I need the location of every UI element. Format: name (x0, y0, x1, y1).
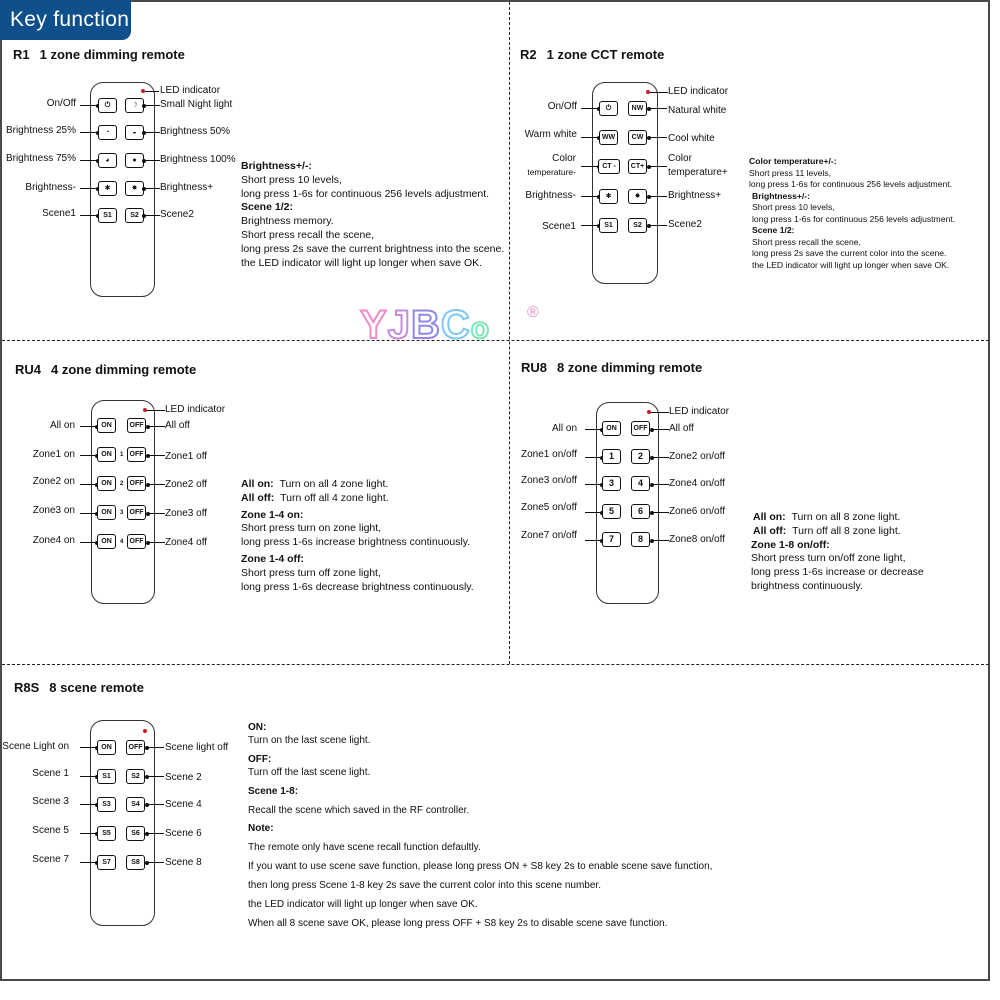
label-right: Zone2 on/off (669, 451, 725, 462)
label-left: Scene1 (542, 221, 576, 232)
label-right: All off (669, 423, 694, 434)
leader-line (585, 457, 602, 458)
brightness-100-icon: ● (132, 157, 137, 164)
leader-line (652, 540, 669, 541)
label-left: Zone5 on/off (521, 502, 577, 513)
desc-line: Recall the scene which saved in the RF controller. (248, 804, 470, 816)
label-led: LED indicator (668, 86, 729, 97)
brand-logo: YJBCo (360, 303, 491, 347)
label-right: Zone2 off (165, 479, 208, 490)
label-right: Cool white (668, 133, 715, 144)
zone2-on-button[interactable]: ON (97, 476, 116, 491)
label-right: Scene 6 (165, 828, 202, 839)
label-left: Scene Light on (2, 741, 69, 752)
zone4-on-button[interactable]: ON (97, 534, 116, 549)
scene7-button[interactable]: S7 (97, 855, 116, 870)
brightness-50-icon: ◒ (132, 129, 137, 136)
leader-line (148, 542, 165, 543)
brightness-25-button[interactable] (98, 125, 117, 140)
leader-line (581, 137, 599, 138)
label-left: Zone4 on (32, 535, 75, 546)
desc-heading: Brightness+/-: (241, 160, 312, 172)
brightness-down-button[interactable] (599, 189, 618, 204)
zone8-button[interactable]: 8 (631, 532, 650, 547)
label-right: Zone4 off (165, 537, 208, 548)
zone-number: 4 (120, 539, 124, 545)
leader-line (652, 484, 669, 485)
scene-off-button[interactable]: OFF (126, 740, 145, 755)
label-right: Scene2 (668, 219, 702, 230)
label-left: On/Off (547, 101, 577, 112)
label-left: Zone1 on (32, 449, 75, 460)
label-right: All off (165, 420, 190, 431)
divider-vertical (509, 2, 510, 664)
label-left: Brightness 25% (5, 125, 76, 136)
desc-line: Short press recall the scene, (241, 228, 375, 241)
leader-line (80, 747, 97, 748)
power-button[interactable] (98, 98, 117, 113)
desc-line: the LED indicator will light up longer when save OK. (241, 256, 483, 269)
desc-heading: Note: (248, 823, 274, 835)
scene1-button[interactable]: S1 (599, 218, 618, 233)
zone4-button[interactable]: 4 (631, 476, 650, 491)
label-left-line2: temperature- (527, 167, 576, 177)
leader-line (147, 804, 164, 805)
leader-line (652, 512, 669, 513)
desc-line: long press 1-6s for continuous 256 levels adjustment. (749, 179, 953, 189)
desc-line: Short press 10 levels, (241, 173, 342, 186)
zone2-button[interactable]: 2 (631, 449, 650, 464)
leader-line (80, 776, 97, 777)
label-left: Scene1 (42, 208, 76, 219)
desc-heading: Color temperature+/-: (749, 156, 837, 166)
leader-line (80, 132, 98, 133)
leader-line (80, 105, 98, 106)
brightness-up-icon: ✸ (634, 193, 641, 200)
leader-line (581, 108, 599, 109)
natural-white-button[interactable]: NW (628, 101, 647, 116)
label-right: Brightness 50% (160, 126, 231, 137)
desc-line: Turn off the last scene light. (248, 766, 371, 778)
label-right: Zone8 on/off (669, 534, 725, 545)
section-title: R1 1 zone dimming remote (13, 47, 185, 62)
label-left: Zone3 on (32, 505, 75, 516)
label-left: Scene 1 (32, 768, 69, 779)
label-right: Brightness 100% (160, 154, 236, 165)
zone-number: 2 (120, 481, 124, 487)
label-right: Zone4 on/off (669, 478, 725, 489)
desc-line: When all 8 scene save OK, please long press OFF + S8 key 2s to disable scene save function. (248, 917, 668, 929)
ru8-description (751, 511, 924, 594)
leader-line (144, 188, 160, 189)
ct-down-button[interactable]: CT - (598, 159, 620, 174)
label-led: LED indicator (160, 85, 221, 96)
all-off-button[interactable]: OFF (631, 421, 650, 436)
leader-line (650, 92, 668, 93)
leader-line (649, 166, 667, 167)
leader-line (147, 776, 164, 777)
scene1-button[interactable]: S1 (98, 208, 117, 223)
desc-line: All off: Turn off all 4 zone light. (241, 491, 389, 504)
desc-line: Short press recall the scene, (752, 236, 861, 247)
label-right: Zone6 on/off (669, 506, 725, 517)
led-indicator (143, 729, 147, 733)
brightness-75-button[interactable] (98, 153, 117, 168)
zone-number: 1 (120, 452, 124, 458)
all-on-button[interactable]: ON (97, 418, 116, 433)
r8s-description (248, 722, 712, 931)
label-left: Scene 7 (32, 854, 69, 865)
leader-line (80, 804, 97, 805)
brightness-down-icon: ✱ (605, 193, 612, 200)
leader-line (80, 513, 97, 514)
leader-line (80, 160, 98, 161)
desc-line: the LED indicator will light up longer when save OK. (248, 899, 478, 911)
label-left: Color (552, 153, 576, 164)
leader-line (80, 484, 97, 485)
leader-line (585, 540, 602, 541)
desc-line: the LED indicator will light up longer when save OK. (752, 259, 950, 270)
section-title: RU4 4 zone dimming remote (15, 362, 197, 377)
brightness-25-icon: ◔ (105, 129, 110, 136)
leader-line (144, 132, 160, 133)
desc-line: long press 1-6s decrease brightness continuously. (241, 580, 474, 593)
desc-heading: Zone 1-8 on/off: (751, 538, 830, 551)
label-right: Small Night light (160, 99, 233, 110)
desc-line: long press 1-6s for continuous 256 levels adjustment. (241, 187, 490, 200)
label-left: Zone7 on/off (521, 530, 577, 541)
warm-white-button[interactable]: WW (599, 130, 618, 145)
all-off-button[interactable]: OFF (127, 418, 146, 433)
power-icon: ⏻ (104, 102, 111, 109)
label-left: All on (49, 420, 75, 431)
scene2-button[interactable]: S2 (126, 769, 145, 784)
desc-line: brightness continuously. (751, 579, 863, 592)
label-left: Zone2 on (32, 476, 75, 487)
scene5-button[interactable]: S5 (97, 826, 116, 841)
section-title: R8S 8 scene remote (14, 680, 144, 695)
desc-line: All on: Turn on all 8 zone light. (753, 511, 901, 523)
leader-line (147, 747, 164, 748)
leader-line (649, 137, 667, 138)
label-right: Scene light off (165, 742, 229, 753)
desc-line: Short press 11 levels, (749, 167, 831, 178)
desc-heading: Scene 1/2: (241, 201, 293, 214)
label-led: LED indicator (165, 404, 226, 415)
night-light-icon: ☽ (131, 102, 138, 109)
leader-line (80, 426, 97, 427)
leader-line (144, 215, 160, 216)
leader-line (80, 862, 97, 863)
leader-line (649, 225, 667, 226)
zone3-off-button[interactable]: OFF (127, 505, 146, 520)
label-left: Zone1 on/off (521, 449, 577, 460)
label-left: Scene 5 (32, 825, 69, 836)
power-button[interactable] (599, 101, 618, 116)
leader-line (80, 833, 97, 834)
leader-line (147, 862, 164, 863)
desc-heading: Zone 1-4 on: (241, 508, 304, 521)
leader-line (651, 412, 669, 413)
label-right: Zone1 off (165, 451, 208, 462)
desc-line: then long press Scene 1-8 key 2s save the current color into this scene number. (248, 880, 601, 892)
leader-line (585, 484, 602, 485)
desc-line: If you want to use scene save function, please long press ON + S8 key 2s to enable scene save function, (248, 861, 713, 873)
label-left: Zone3 on/off (521, 475, 577, 486)
label-right: Scene 8 (165, 857, 202, 868)
leader-line (80, 188, 98, 189)
section-title: R2 1 zone CCT remote (520, 47, 665, 62)
scene8-button[interactable]: S8 (126, 855, 145, 870)
desc-line: long press 2s save the current brightness into the scene. (241, 242, 505, 255)
desc-line: Short press 10 levels, (752, 202, 835, 212)
desc-line: long press 1-6s for continuous 256 levels adjustment. (752, 213, 956, 224)
label-right: Brightness+ (668, 190, 722, 201)
desc-line: All off: Turn off all 8 zone light. (753, 524, 901, 537)
scene-on-button[interactable]: ON (97, 740, 116, 755)
desc-line: Turn on the last scene light. (248, 734, 371, 746)
desc-heading: OFF: (248, 753, 272, 765)
leader-line (585, 429, 602, 430)
leader-line (581, 166, 599, 167)
leader-line (148, 426, 165, 427)
leader-line (144, 105, 160, 106)
scene2-button[interactable]: S2 (125, 208, 144, 223)
brightness-down-icon: ✱ (104, 185, 111, 192)
desc-heading: Zone 1-4 off: (241, 552, 304, 565)
leader-line (649, 196, 667, 197)
desc-line: All on: Turn on all 4 zone light. (241, 478, 389, 490)
label-left: Brightness- (525, 190, 576, 201)
r1-description (241, 160, 504, 270)
desc-heading: ON: (248, 722, 267, 733)
zone5-button[interactable]: 5 (602, 504, 621, 519)
zone3-on-button[interactable]: ON (97, 505, 116, 520)
scene3-button[interactable]: S3 (97, 797, 116, 812)
zone6-button[interactable]: 6 (631, 504, 650, 519)
brightness-down-button[interactable] (98, 181, 117, 196)
desc-line: The remote only have scene recall function defaultly. (248, 842, 481, 854)
label-left: On/Off (46, 98, 76, 109)
brightness-up-button[interactable] (628, 189, 647, 204)
leader-line (147, 410, 165, 411)
leader-line (144, 160, 160, 161)
desc-line: Short press turn on/off zone light, (751, 552, 906, 565)
desc-line: long press 1-6s increase or decrease (751, 566, 924, 579)
leader-line (80, 215, 98, 216)
label-left: Brightness- (25, 182, 76, 193)
desc-line: long press 2s save the current color into the scene. (752, 248, 947, 258)
label-right: Scene2 (160, 209, 194, 220)
scene4-button[interactable]: S4 (126, 797, 145, 812)
zone4-off-button[interactable]: OFF (127, 534, 146, 549)
page-title: Key function (0, 0, 131, 40)
all-on-button[interactable]: ON (602, 421, 621, 436)
leader-line (148, 484, 165, 485)
zone-number: 3 (120, 510, 124, 516)
label-right: Scene 2 (165, 772, 202, 783)
label-right: Color (668, 153, 692, 164)
leader-line (145, 91, 159, 92)
leader-line (80, 455, 97, 456)
divider-horizontal-2 (2, 664, 989, 665)
cool-white-button[interactable]: CW (628, 130, 647, 145)
power-icon: ⏻ (605, 105, 612, 112)
desc-line: Short press turn on zone light, (241, 522, 382, 535)
label-left: Warm white (524, 129, 577, 140)
desc-line: long press 1-6s increase brightness continuously. (241, 536, 471, 549)
r2-description (749, 156, 955, 271)
label-right: Scene 4 (165, 799, 202, 810)
desc-line: Brightness memory. (241, 215, 334, 228)
registered-mark: ® (527, 304, 539, 321)
label-left: Brightness 75% (5, 153, 76, 164)
brightness-up-icon: ✸ (131, 185, 138, 192)
scene1-button[interactable]: S1 (97, 769, 116, 784)
zone2-off-button[interactable]: OFF (127, 476, 146, 491)
leader-line (585, 512, 602, 513)
leader-line (649, 108, 667, 109)
leader-line (581, 225, 599, 226)
zone1-on-button[interactable]: ON (97, 447, 116, 462)
leader-line (80, 542, 97, 543)
scene6-button[interactable]: S6 (126, 826, 145, 841)
leader-line (147, 833, 164, 834)
desc-heading: Scene 1-8: (248, 785, 299, 797)
leader-line (581, 196, 599, 197)
label-led: LED indicator (669, 406, 730, 417)
leader-line (652, 457, 669, 458)
label-right: Natural white (668, 105, 727, 116)
zone1-off-button[interactable]: OFF (127, 447, 146, 462)
zone3-button[interactable]: 3 (602, 476, 621, 491)
desc-heading: Brightness+/-: (752, 190, 811, 201)
leader-line (652, 429, 669, 430)
leader-line (148, 513, 165, 514)
brightness-75-icon: ◕ (105, 157, 110, 164)
label-right-line2: temperature+ (668, 167, 728, 178)
zone7-button[interactable]: 7 (602, 532, 621, 547)
label-right: Zone3 off (165, 508, 208, 519)
label-left: Scene 3 (32, 796, 69, 807)
leader-line (148, 455, 165, 456)
scene2-button[interactable]: S2 (628, 218, 647, 233)
label-right: Brightness+ (160, 182, 214, 193)
desc-line: Short press turn off zone light, (241, 566, 381, 579)
ct-up-button[interactable]: CT+ (628, 159, 647, 174)
section-title: RU8 8 zone dimming remote (521, 360, 703, 375)
desc-heading: Scene 1/2: (752, 225, 795, 235)
divider-horizontal-1 (2, 340, 989, 341)
label-left: All on (551, 423, 577, 434)
ru4-description (241, 478, 474, 594)
zone1-button[interactable]: 1 (602, 449, 621, 464)
